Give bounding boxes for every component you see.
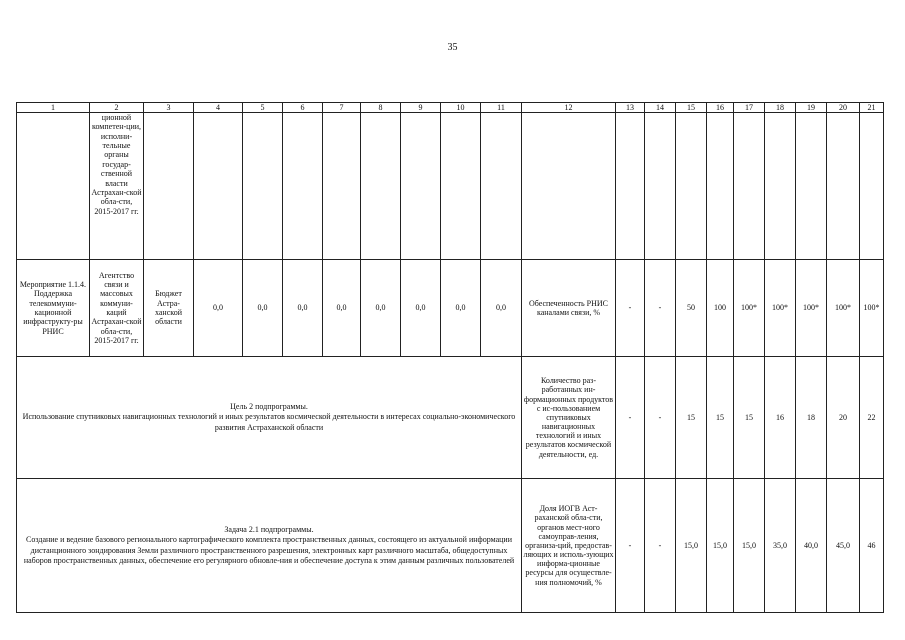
task-cell xyxy=(17,479,522,613)
table-row-task-2-1 xyxy=(17,479,884,613)
value-cell: 15 xyxy=(676,357,707,479)
executor-cell: Агентство связи и массовых коммуни-каций Астрахан-ской обла-сти, 2015-2017 гг. xyxy=(90,260,144,357)
table-cell xyxy=(17,113,90,260)
table-cell xyxy=(796,113,827,260)
value-cell: 15,0 xyxy=(734,479,765,613)
table-row-measure-1-1-4 xyxy=(17,260,884,357)
value-cell: 45,0 xyxy=(827,479,860,613)
measure-name-cell: Мероприятие 1.1.4. Поддержка телекоммуни-кационной инфраструкту-ры РНИС xyxy=(17,260,90,357)
value-cell: 46 xyxy=(860,479,884,613)
table-cell xyxy=(734,113,765,260)
header-cell: 14 xyxy=(645,103,676,113)
task-text: Создание и ведение базового регионального картографического комплекта пространственных данных, состоящего из актуальной информации дистанционного зондирования Земли различного пространственного разрешения, электронных карт различного масштаба, общедоступных наборов пространственных данных, обеспечение его регулярного обновле-ния и обеспечение доступа к этим данным различных пользователей xyxy=(23,535,515,565)
header-row xyxy=(17,103,884,113)
value-cell: - xyxy=(645,260,676,357)
table-cell xyxy=(522,113,616,260)
table-cell xyxy=(707,113,734,260)
value-cell: 100* xyxy=(827,260,860,357)
value-cell: 0,0 xyxy=(283,260,323,357)
header-cell: 20 xyxy=(827,103,860,113)
value-cell: 20 xyxy=(827,357,860,479)
header-cell: 17 xyxy=(734,103,765,113)
value-cell: 15,0 xyxy=(707,479,734,613)
funding-source-cell: Бюджет Астра-ханской области xyxy=(144,260,194,357)
header-cell: 10 xyxy=(441,103,481,113)
table-cell xyxy=(676,113,707,260)
value-cell: - xyxy=(645,479,676,613)
table-row-goal-2 xyxy=(17,357,884,479)
page-number: 35 xyxy=(447,42,458,53)
header-cell: 4 xyxy=(194,103,243,113)
table-cell xyxy=(481,113,522,260)
header-cell: 1 xyxy=(17,103,90,113)
header-cell: 13 xyxy=(616,103,645,113)
header-cell: 2 xyxy=(90,103,144,113)
header-cell: 9 xyxy=(401,103,441,113)
table-cell xyxy=(361,113,401,260)
table-cell xyxy=(765,113,796,260)
value-cell: 50 xyxy=(676,260,707,357)
value-cell: 100* xyxy=(796,260,827,357)
value-cell: 16 xyxy=(765,357,796,479)
table-row-continuation xyxy=(17,113,884,260)
task-title: Задача 2.1 подпрограммы. xyxy=(224,524,314,534)
goal-cell xyxy=(17,357,522,479)
value-cell: 0,0 xyxy=(243,260,283,357)
indicators-table xyxy=(16,102,884,613)
header-cell: 18 xyxy=(765,103,796,113)
header-cell: 19 xyxy=(796,103,827,113)
table-cell xyxy=(243,113,283,260)
value-cell: 0,0 xyxy=(481,260,522,357)
header-cell: 8 xyxy=(361,103,401,113)
header-cell: 21 xyxy=(860,103,884,113)
table-cell xyxy=(144,113,194,260)
header-cell: 5 xyxy=(243,103,283,113)
value-cell: 18 xyxy=(796,357,827,479)
value-cell: - xyxy=(616,260,645,357)
value-cell: - xyxy=(616,357,645,479)
table-cell xyxy=(441,113,481,260)
indicator-cell: Доля ИОГВ Аст-раханской обла-сти, органов мест-ного самоуправ-ления, организа-ций, предостав-ляющих и исполь-зующих информа-ционные ресурсы для осуществле-ния полномочий, % xyxy=(522,479,616,613)
value-cell: 100 xyxy=(707,260,734,357)
table-cell xyxy=(827,113,860,260)
value-cell: 22 xyxy=(860,357,884,479)
value-cell: 100* xyxy=(734,260,765,357)
value-cell: 100* xyxy=(860,260,884,357)
value-cell: 40,0 xyxy=(796,479,827,613)
value-cell: 0,0 xyxy=(194,260,243,357)
indicator-cell: Количество раз-работанных ин-формационных продуктов с ис-пользованием спутниковых навигационных технологий и иных результатов космической деятельности, ед. xyxy=(522,357,616,479)
goal-title: Цель 2 подпрограммы. xyxy=(230,401,308,411)
value-cell: 0,0 xyxy=(361,260,401,357)
value-cell: 100* xyxy=(765,260,796,357)
table-cell xyxy=(283,113,323,260)
table-cell xyxy=(401,113,441,260)
value-cell: 15,0 xyxy=(676,479,707,613)
value-cell: 15 xyxy=(734,357,765,479)
table-cell xyxy=(194,113,243,260)
value-cell: 0,0 xyxy=(323,260,361,357)
table-cell xyxy=(860,113,884,260)
header-cell: 11 xyxy=(481,103,522,113)
table-cell xyxy=(616,113,645,260)
value-cell: - xyxy=(645,357,676,479)
value-cell: - xyxy=(616,479,645,613)
value-cell: 35,0 xyxy=(765,479,796,613)
value-cell: 0,0 xyxy=(401,260,441,357)
goal-text: Использование спутниковых навигационных технологий и иных результатов космической деятельности в интересах социально-экономического развития Астраханской области xyxy=(22,412,516,432)
header-cell: 12 xyxy=(522,103,616,113)
header-cell: 15 xyxy=(676,103,707,113)
table-cell xyxy=(645,113,676,260)
executor-cell: ционной компетен-ции, исполни-тельные органы государ-ственной власти Астрахан-ской обла-сти, 2015-2017 гг. xyxy=(90,113,144,260)
header-cell: 7 xyxy=(323,103,361,113)
header-cell: 16 xyxy=(707,103,734,113)
value-cell: 0,0 xyxy=(441,260,481,357)
indicator-cell: Обеспеченность РНИС каналами связи, % xyxy=(522,260,616,357)
header-cell: 6 xyxy=(283,103,323,113)
table-cell xyxy=(323,113,361,260)
header-cell: 3 xyxy=(144,103,194,113)
value-cell: 15 xyxy=(707,357,734,479)
